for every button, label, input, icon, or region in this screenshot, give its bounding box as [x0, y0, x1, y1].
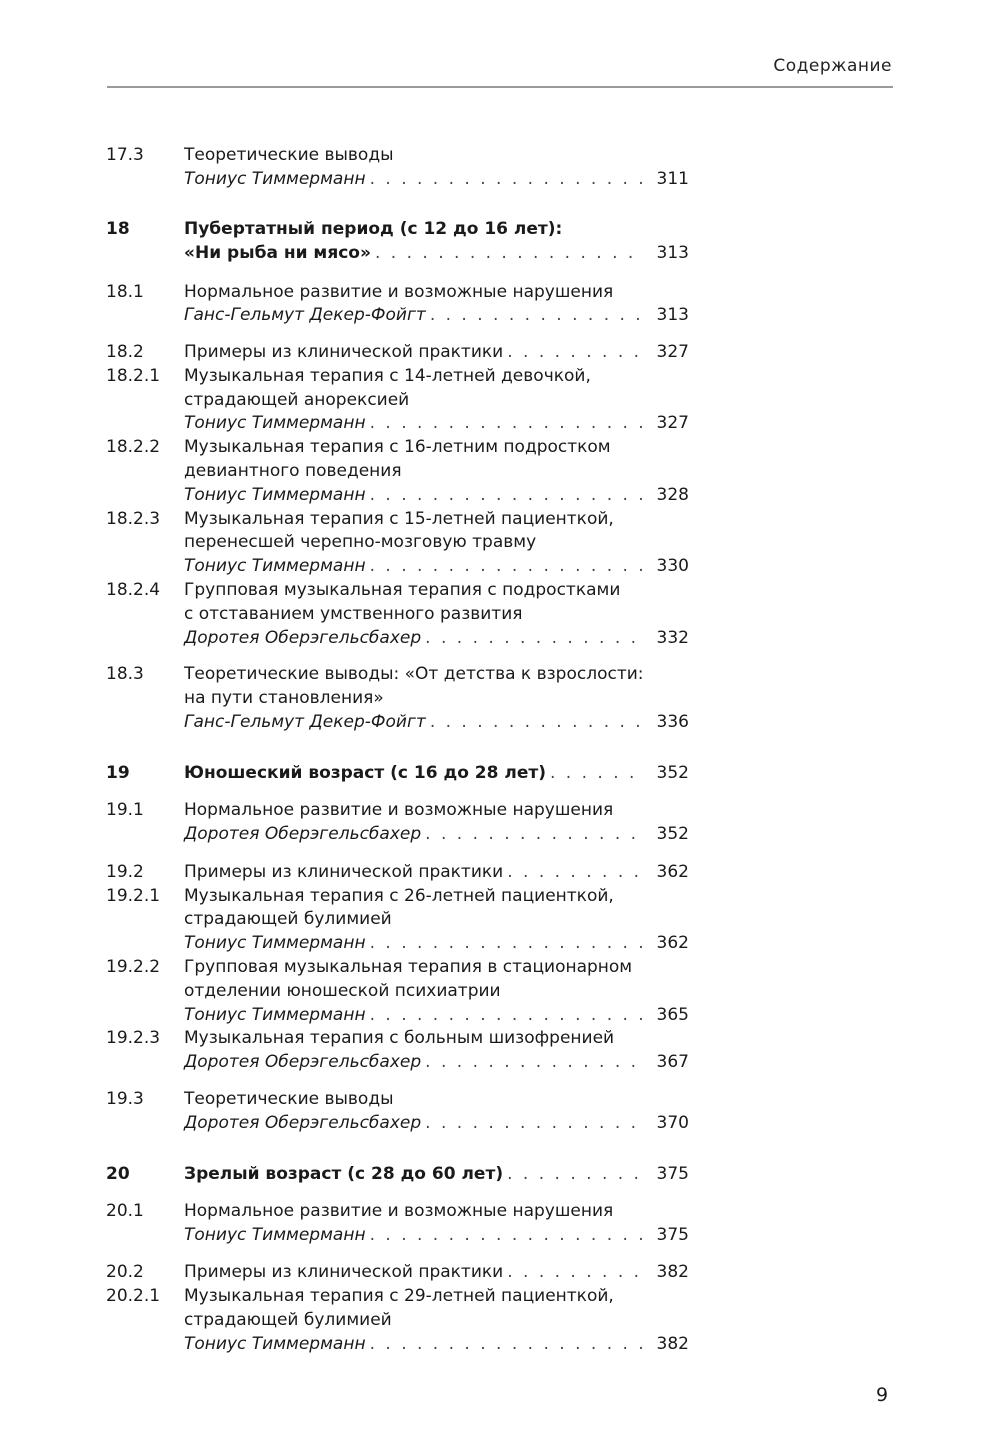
toc-line [0, 955, 1000, 979]
toc-author: Тониус Тиммерманн [184, 933, 366, 953]
toc-line [0, 303, 1000, 327]
toc-title: Зрелый возраст (с 28 до 60 лет) [184, 1164, 504, 1184]
dot-leader [425, 1111, 643, 1135]
dot-leader [370, 1003, 643, 1027]
dot-leader [507, 1162, 643, 1186]
dot-leader [370, 931, 643, 955]
toc-page-number: 332 [656, 628, 689, 648]
toc-author: Тониус Тиммерманн [184, 485, 366, 505]
toc-title: Теоретические выводы [184, 1089, 394, 1109]
toc-line [0, 1050, 1000, 1074]
toc-entry-line [184, 1162, 689, 1186]
toc-line [0, 340, 1000, 364]
toc-line [0, 761, 1000, 785]
toc-entry-line [184, 822, 689, 846]
toc-title: перенесшей черепно-мозговую травму [184, 532, 537, 552]
toc-line [0, 1111, 1000, 1135]
toc-page-number: 327 [656, 342, 689, 362]
toc-entry-line [184, 1050, 689, 1074]
toc-line [0, 822, 1000, 846]
toc-title: «Ни рыба ни мясо» [184, 243, 371, 263]
toc-entry-line [184, 710, 689, 734]
toc-section-number: 18.2.2 [106, 437, 161, 457]
toc-title: Нормальное развитие и возможные нарушения [184, 1201, 614, 1221]
toc-title: Музыкальная терапия с 29-летней пациенткой, [184, 1286, 614, 1306]
toc-section-number: 18.2.3 [106, 509, 161, 529]
toc-line [0, 411, 1000, 435]
toc-page-number: 382 [656, 1262, 689, 1282]
toc-page-number: 311 [656, 169, 689, 189]
toc-entry-line [184, 578, 689, 602]
toc-line [0, 907, 1000, 931]
toc-line [0, 1199, 1000, 1223]
toc-line [0, 860, 1000, 884]
toc-entry-line [184, 662, 689, 686]
toc-entry-line [184, 761, 689, 785]
toc-title: Теоретические выводы [184, 145, 394, 165]
toc-title: Музыкальная терапия с 26-летней пациенткой, [184, 886, 614, 906]
toc-page-number: 352 [656, 763, 689, 783]
toc-entry-line [184, 459, 689, 483]
toc-section-number: 19.1 [106, 800, 144, 820]
toc-entry-line [184, 955, 689, 979]
toc-title: с отставанием умственного развития [184, 604, 523, 624]
toc-entry-line [184, 507, 689, 531]
toc-title: Примеры из клинической практики [184, 1262, 504, 1282]
toc-section-number: 20.2.1 [106, 1286, 161, 1306]
dot-leader [425, 1050, 643, 1074]
toc-title: Примеры из клинической практики [184, 342, 504, 362]
toc-section-number: 19.2 [106, 862, 144, 882]
toc-author: Доротея Оберэгельсбахер [184, 1113, 422, 1133]
dot-leader [507, 860, 643, 884]
toc-author: Тониус Тиммерманн [184, 1225, 366, 1245]
toc-entry-line [184, 979, 689, 1003]
toc-section-number: 20 [106, 1164, 130, 1184]
toc-author: Ганс-Гельмут Декер-Фойгт [184, 305, 426, 325]
toc-line [0, 1026, 1000, 1050]
toc-entry-line [184, 1284, 689, 1308]
toc-title: на пути становления» [184, 688, 384, 708]
dot-leader [550, 761, 643, 785]
toc-section-number: 19.3 [106, 1089, 144, 1109]
toc-entry-line [184, 217, 689, 241]
toc-line [0, 388, 1000, 412]
toc-line [0, 280, 1000, 304]
toc-title: Нормальное развитие и возможные нарушения [184, 800, 614, 820]
toc-author: Тониус Тиммерманн [184, 556, 366, 576]
toc-title: Примеры из клинической практики [184, 862, 504, 882]
toc-line [0, 507, 1000, 531]
toc-line [0, 1087, 1000, 1111]
toc-title: Теоретические выводы: «От детства к взрослости: [184, 664, 644, 684]
page-number: 9 [876, 1384, 889, 1406]
toc-line [0, 530, 1000, 554]
toc-author: Тониус Тиммерманн [184, 413, 366, 433]
toc-title: Юношеский возраст (с 16 до 28 лет) [184, 763, 546, 783]
toc-page-number: 313 [656, 243, 689, 263]
toc-entry-line [184, 303, 689, 327]
dot-leader [430, 710, 643, 734]
toc-entry-line [184, 1026, 689, 1050]
toc-entry-line [184, 860, 689, 884]
toc-line [0, 1260, 1000, 1284]
dot-leader [375, 241, 643, 265]
toc-line [0, 884, 1000, 908]
toc-line [0, 143, 1000, 167]
toc-line [0, 483, 1000, 507]
dot-leader [370, 1332, 643, 1356]
toc-entry-line [184, 143, 689, 167]
toc-line [0, 1162, 1000, 1186]
toc-section-number: 20.2 [106, 1262, 144, 1282]
running-header-title: Содержание [773, 56, 892, 76]
dot-leader [507, 340, 643, 364]
toc-section-number: 18.1 [106, 282, 144, 302]
toc-title: Нормальное развитие и возможные нарушения [184, 282, 614, 302]
toc-line [0, 217, 1000, 241]
toc-page-number: 327 [656, 413, 689, 433]
toc-entry-line [184, 1087, 689, 1111]
toc-title: страдающей булимией [184, 909, 392, 929]
toc-page-number: 382 [656, 1334, 689, 1354]
dot-leader [370, 167, 643, 191]
toc-entry-line [184, 388, 689, 412]
toc-author: Доротея Оберэгельсбахер [184, 628, 422, 648]
toc-page-number: 362 [656, 862, 689, 882]
toc-page-number: 336 [656, 712, 689, 732]
toc-line [0, 798, 1000, 822]
toc-line [0, 241, 1000, 265]
toc-section-number: 19 [106, 763, 130, 783]
toc-line [0, 1003, 1000, 1027]
toc-page-number: 375 [656, 1225, 689, 1245]
toc-entry-line [184, 241, 689, 265]
toc-entry-line [184, 280, 689, 304]
toc-section-number: 19.2.3 [106, 1028, 161, 1048]
toc-entry-line [184, 340, 689, 364]
dot-leader [370, 483, 643, 507]
toc-line [0, 578, 1000, 602]
toc-author: Доротея Оберэгельсбахер [184, 824, 422, 844]
toc-page-number: 328 [656, 485, 689, 505]
toc-line [0, 554, 1000, 578]
toc-entry-line [184, 1332, 689, 1356]
toc-section-number: 19.2.2 [106, 957, 161, 977]
toc-line [0, 931, 1000, 955]
toc-author: Тониус Тиммерманн [184, 1005, 366, 1025]
toc-page-number: 367 [656, 1052, 689, 1072]
toc-title: страдающей булимией [184, 1310, 392, 1330]
toc-author: Ганс-Гельмут Декер-Фойгт [184, 712, 426, 732]
toc-title: страдающей анорексией [184, 390, 410, 410]
toc-entry-line [184, 1003, 689, 1027]
dot-leader [370, 411, 643, 435]
toc-line [0, 435, 1000, 459]
toc-entry-line [184, 1260, 689, 1284]
toc-page-number: 365 [656, 1005, 689, 1025]
toc-entry-line [184, 798, 689, 822]
toc-line [0, 662, 1000, 686]
toc-entry-line [184, 686, 689, 710]
toc-title: Музыкальная терапия с 16-летним подростком [184, 437, 611, 457]
dot-leader [425, 626, 643, 650]
toc-section-number: 18.2.4 [106, 580, 161, 600]
toc-title: Музыкальная терапия с 15-летней пациенткой, [184, 509, 614, 529]
toc-line [0, 364, 1000, 388]
toc-entry-line [184, 602, 689, 626]
toc-title: Групповая музыкальная терапия с подростками [184, 580, 621, 600]
toc-author: Тониус Тиммерманн [184, 169, 366, 189]
dot-leader [425, 822, 643, 846]
toc-entry-line [184, 411, 689, 435]
toc-author: Тониус Тиммерманн [184, 1334, 366, 1354]
toc-line [0, 1308, 1000, 1332]
toc-line [0, 602, 1000, 626]
toc-section-number: 18.2 [106, 342, 144, 362]
toc-line [0, 459, 1000, 483]
toc-title: Музыкальная терапия с больным шизофренией [184, 1028, 615, 1048]
toc-line [0, 1284, 1000, 1308]
toc-entry-line [184, 884, 689, 908]
toc-entry-line [184, 907, 689, 931]
toc-entry-line [184, 435, 689, 459]
toc-page-number: 370 [656, 1113, 689, 1133]
toc-author: Доротея Оберэгельсбахер [184, 1052, 422, 1072]
dot-leader [507, 1260, 643, 1284]
toc-section-number: 18.3 [106, 664, 144, 684]
toc-entry-line [184, 1111, 689, 1135]
dot-leader [370, 1223, 643, 1247]
toc-line [0, 979, 1000, 1003]
toc-section-number: 17.3 [106, 145, 144, 165]
toc-title: Пубертатный период (с 12 до 16 лет): [184, 219, 563, 239]
toc-entry-line [184, 554, 689, 578]
toc-title: Групповая музыкальная терапия в стационарном [184, 957, 633, 977]
toc-section-number: 20.1 [106, 1201, 144, 1221]
toc-page-number: 352 [656, 824, 689, 844]
toc-line [0, 1223, 1000, 1247]
toc-line [0, 710, 1000, 734]
toc-entry-line [184, 626, 689, 650]
toc-title: отделении юношеской психиатрии [184, 981, 501, 1001]
toc-line [0, 167, 1000, 191]
toc-page-number: 362 [656, 933, 689, 953]
dot-leader [370, 554, 643, 578]
toc-entry-line [184, 931, 689, 955]
toc-line [0, 626, 1000, 650]
toc-entry-line [184, 364, 689, 388]
toc-section-number: 18.2.1 [106, 366, 161, 386]
toc-page-number: 330 [656, 556, 689, 576]
toc-line [0, 1332, 1000, 1356]
toc-entry-line [184, 530, 689, 554]
dot-leader [430, 303, 643, 327]
toc-title: девиантного поведения [184, 461, 402, 481]
toc-page-number: 375 [656, 1164, 689, 1184]
toc-entry-line [184, 1199, 689, 1223]
toc-title: Музыкальная терапия с 14-летней девочкой, [184, 366, 591, 386]
toc-entry-line [184, 483, 689, 507]
toc-page-number: 313 [656, 305, 689, 325]
toc-line [0, 686, 1000, 710]
toc-entry-line [184, 1223, 689, 1247]
toc-section-number: 19.2.1 [106, 886, 161, 906]
toc-section-number: 18 [106, 219, 130, 239]
toc-entry-line [184, 1308, 689, 1332]
toc-entry-line [184, 167, 689, 191]
